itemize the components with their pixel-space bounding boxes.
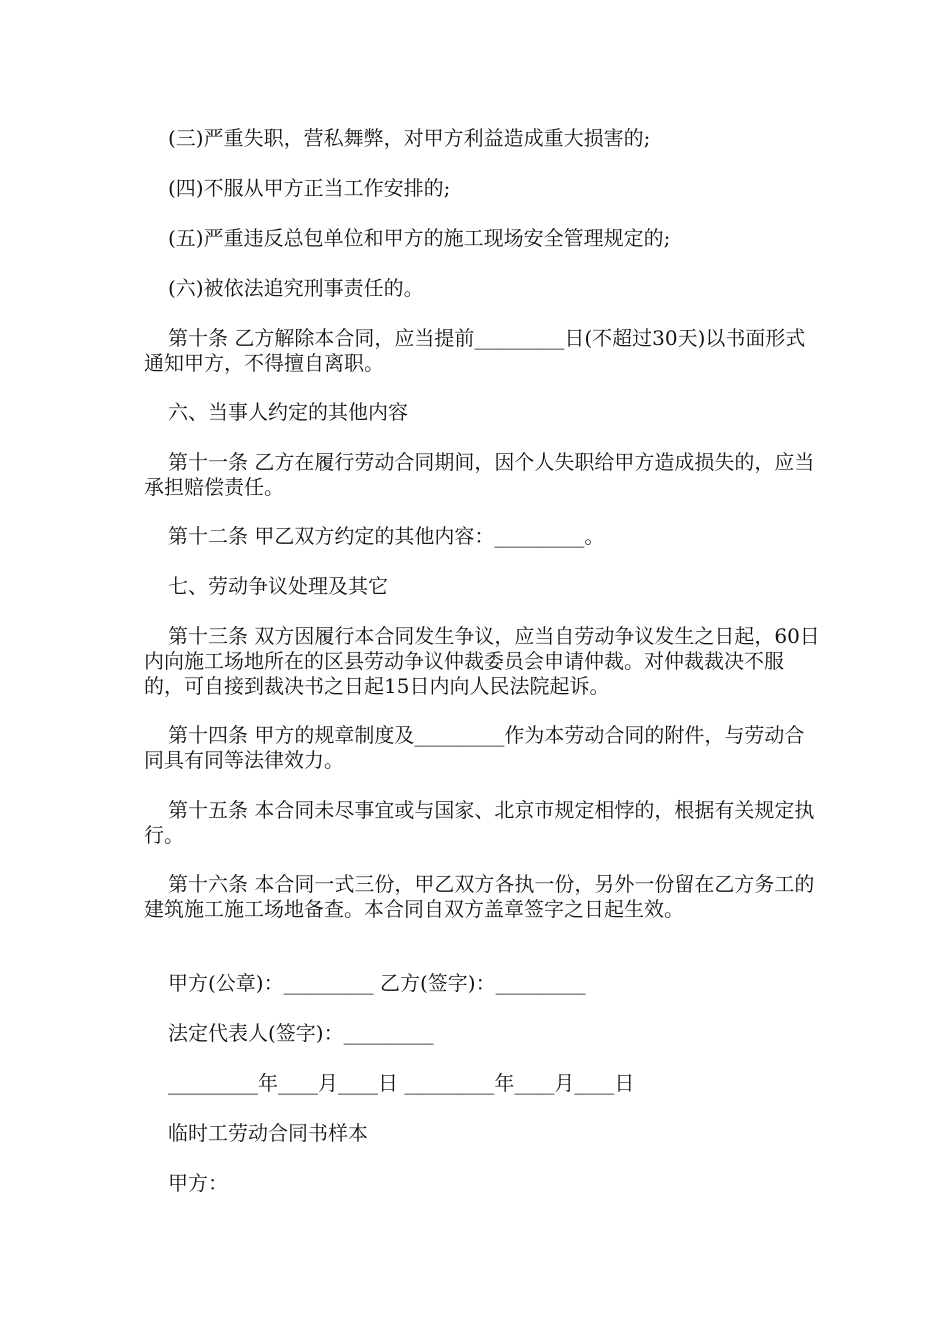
signature-parties-line: 甲方(公章)：_________ 乙方(签字)：_________ [168,971,586,995]
section-heading-6: 六、当事人约定的其他内容 [168,400,408,424]
article-14: 第十四条 甲方的规章制度及_________作为本劳动合同的附件，与劳动合同具有同等法律效力。 [144,723,805,772]
clause-item-6: (六)被依法追究刑事责任的。 [168,276,424,300]
article-11: 第十一条 乙方在履行劳动合同期间，因个人失职给甲方造成损失的，应当承担赔偿责任。 [144,450,815,499]
article-12: 第十二条 甲乙双方约定的其他内容：_________。 [168,524,605,548]
date-line: _________年____月____日 _________年____月____日 [168,1071,635,1095]
article-10: 第十条 乙方解除本合同，应当提前_________日(不超过30天)以书面形式通知甲方，不得擅自离职。 [144,326,806,375]
clause-item-3: (三)严重失职，营私舞弊，对甲方利益造成重大损害的; [168,126,651,150]
article-15: 第十五条 本合同未尽事宜或与国家、北京市规定相悖的，根据有关规定执行。 [144,798,815,847]
document-title: 临时工劳动合同书样本 [168,1121,368,1145]
article-16: 第十六条 本合同一式三份，甲乙双方各执一份，另外一份留在乙方务工的建筑施工施工场地备查。本合同自双方盖章签字之日起生效。 [144,872,815,921]
clause-item-5: (五)严重违反总包单位和甲方的施工现场安全管理规定的; [168,226,671,250]
article-13: 第十三条 双方因履行本合同发生争议，应当自劳动争议发生之日起，60日内向施工场地所在的区县劳动争议仲裁委员会申请仲裁。对仲裁裁决不服的，可自接到裁决书之日起15日内向人民法院起诉。 [144,624,820,698]
party-a-label: 甲方： [168,1171,228,1195]
section-heading-7: 七、劳动争议处理及其它 [168,574,388,598]
clause-item-4: (四)不服从甲方正当工作安排的; [168,176,451,200]
legal-representative-line: 法定代表人(签字)：_________ [168,1021,434,1045]
